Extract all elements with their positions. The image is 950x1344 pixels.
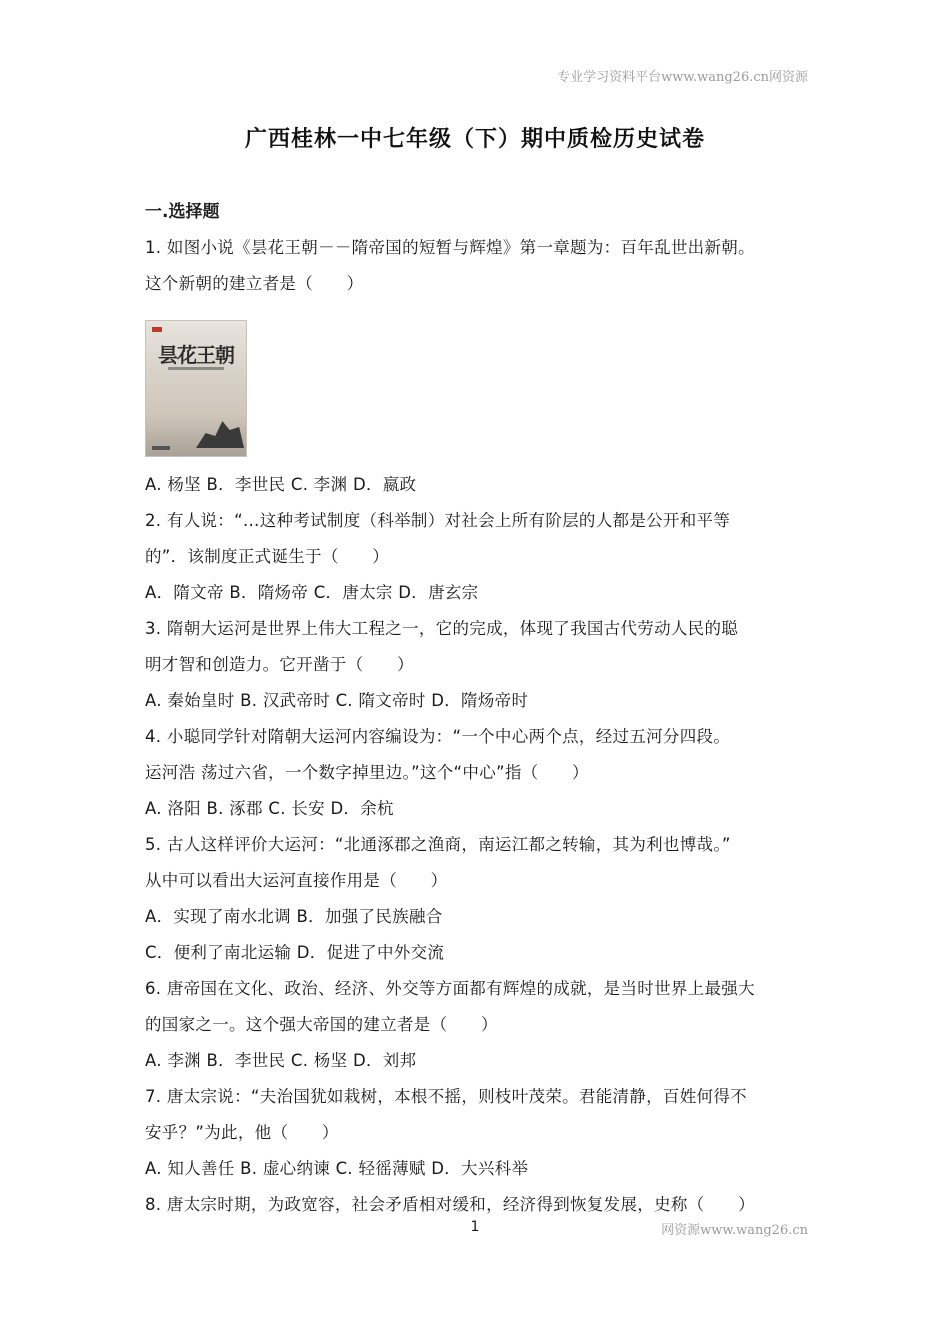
text-line: 运河浩 荡过六省，一个数字掉里边。”这个“中心”指（ ）	[145, 763, 589, 782]
text-line: 2. 有人说：“…这种考试制度（科举制）对社会上所有阶层的人都是公开和平等	[145, 511, 731, 530]
text-line: 的”．该制度正式诞生于（ ）	[145, 547, 390, 566]
text-line: 明才智和创造力。它开凿于（ ）	[145, 655, 414, 674]
page-title: 广西桂林一中七年级（下）期中质检历史试卷	[244, 127, 705, 152]
text-line: 这个新朝的建立者是（ ）	[145, 274, 364, 293]
section-heading: 一.选择题	[145, 202, 220, 222]
text-line: A. 杨坚 B．李世民 C. 李渊 D．嬴政	[145, 475, 417, 494]
book-cover-title: 昙花王朝	[158, 343, 234, 367]
text-line: 1. 如图小说《昙花王朝－－隋帝国的短暂与辉煌》第一章题为：百年乱世出新朝。	[145, 238, 755, 257]
publisher-logo	[152, 327, 162, 332]
text-line: A. 洛阳 B. 涿郡 C. 长安 D．余杭	[145, 799, 394, 818]
text-line: 4. 小聪同学针对隋朝大运河内容编设为：“一个中心两个点，经过五河分四段。	[145, 727, 731, 746]
text-line: A．实现了南水北调 B．加强了民族融合	[145, 907, 443, 926]
text-line: 3. 隋朝大运河是世界上伟大工程之一，它的完成，体现了我国古代劳动人民的聪	[145, 619, 739, 638]
text-line: 8. 唐太宗时期，为政宽容，社会矛盾相对缓和，经济得到恢复发展，史称（ ）	[145, 1195, 755, 1214]
text-line: 6. 唐帝国在文化、政治、经济、外交等方面都有辉煌的成就，是当时世界上最强大	[145, 979, 755, 998]
book-cover-image	[145, 320, 247, 457]
book-cover-subtitle-bar	[168, 367, 224, 370]
text-line: 安乎？”为此，他（ ）	[145, 1123, 339, 1142]
text-line: C．便利了南北运输 D．促进了中外交流	[145, 943, 445, 962]
header-watermark: 专业学习资料平台www.wang26.cn网资源	[557, 70, 808, 85]
text-line: 的国家之一。这个强大帝国的建立者是（ ）	[145, 1015, 498, 1034]
text-line: 5. 古人这样评价大运河：“北通涿郡之渔商，南运江都之转输，其为利也博哉。”	[145, 835, 731, 854]
text-line: A. 秦始皇时 B. 汉武帝时 C. 隋文帝时 D．隋炀帝时	[145, 691, 529, 710]
publisher-mark	[152, 446, 170, 450]
question-body	[145, 230, 810, 1223]
footer-watermark: 网资源www.wang26.cn	[661, 1223, 808, 1238]
text-line: 7. 唐太宗说：“夫治国犹如栽树，本根不摇，则枝叶茂荣。君能清静，百姓何得不	[145, 1087, 747, 1106]
text-line: A．隋文帝 B．隋炀帝 C．唐太宗 D．唐玄宗	[145, 583, 479, 602]
page-number: 1	[470, 1219, 480, 1235]
text-line: A. 李渊 B．李世民 C. 杨坚 D．刘邦	[145, 1051, 417, 1070]
text-line: A. 知人善任 B. 虚心纳谏 C. 轻徭薄赋 D．大兴科举	[145, 1159, 529, 1178]
horse-rider-silhouette	[196, 418, 244, 448]
text-line: 从中可以看出大运河直接作用是（ ）	[145, 871, 448, 890]
